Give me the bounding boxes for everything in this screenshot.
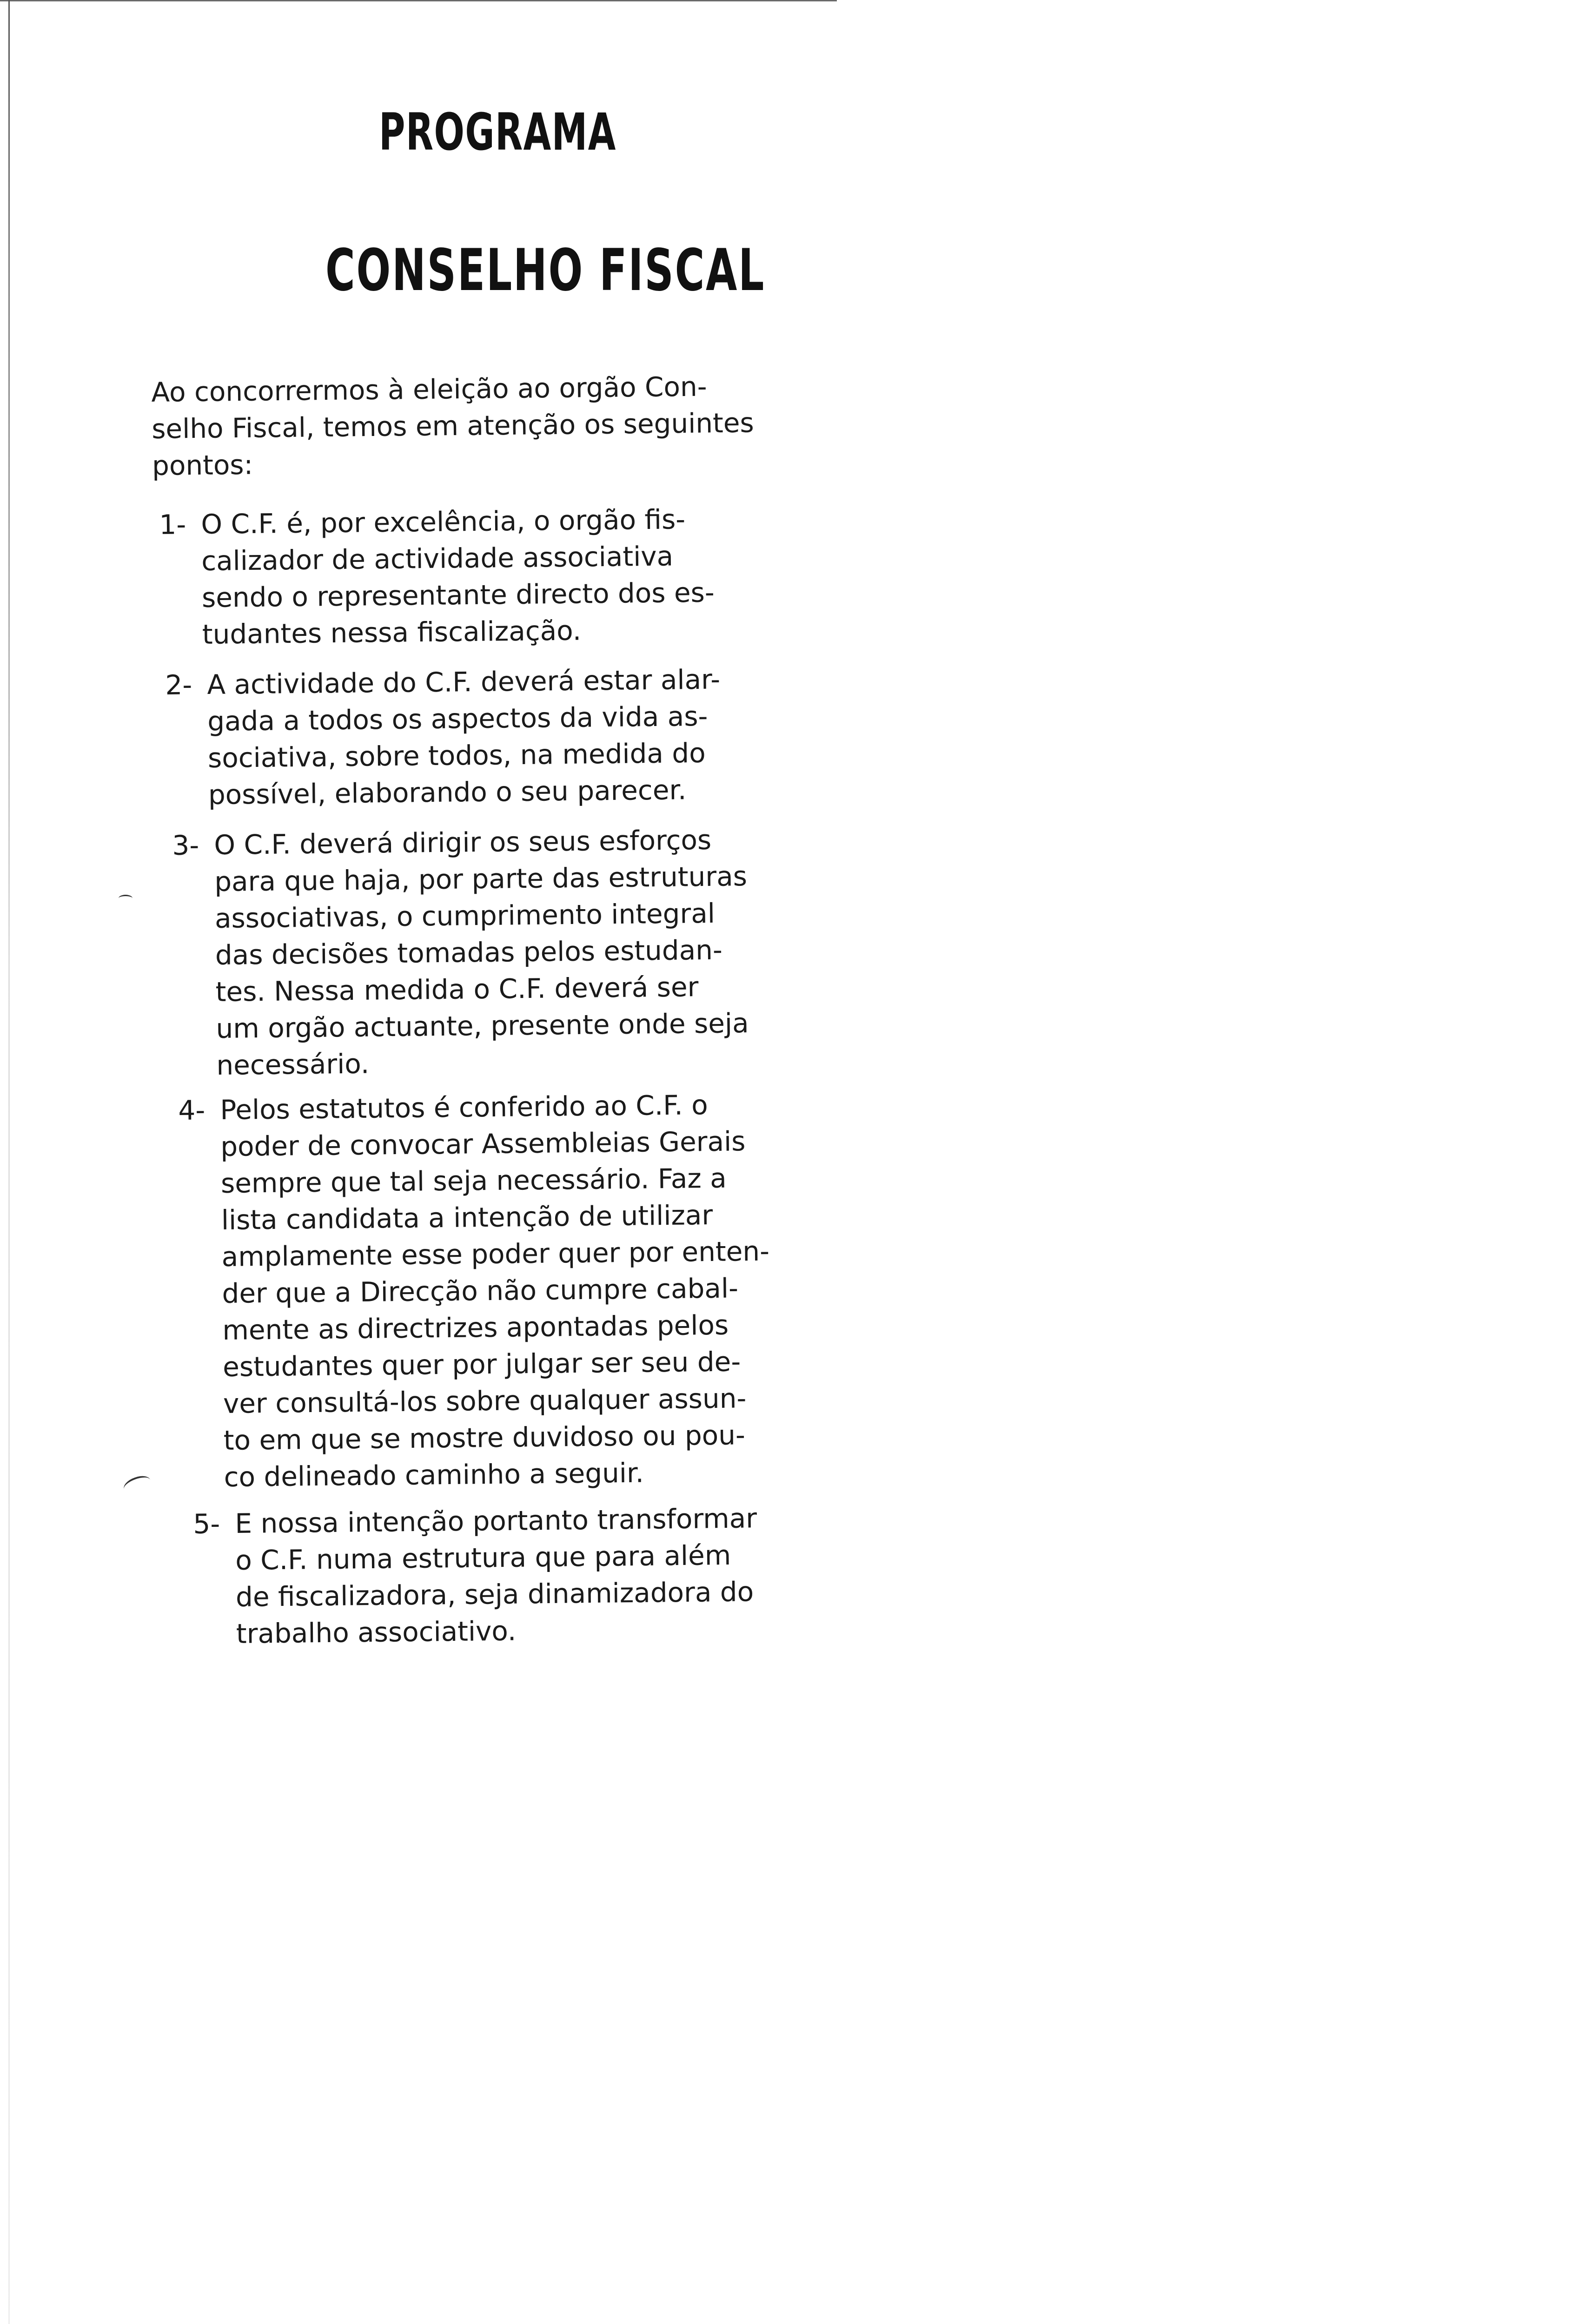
document-subtitle: CONSELHO FISCAL — [325, 237, 766, 304]
intro-paragraph: Ao concorrermos à eleição ao orgão Con- selho Fiscal, temos em atenção os seguintes pontos: — [151, 370, 755, 482]
point-text: E nossa intenção portanto transformar o C.F. numa estrutura que para além de fiscalizadora, seja dinamizadora do trabalho associativo. — [235, 1502, 757, 1650]
scan-edge-top — [0, 0, 837, 8]
point-number: 4- — [178, 1094, 205, 1126]
point-text: O C.F. é, por excelência, o orgão fis- calizador de actividade associativa sendo o representante directo dos es- tudantes nessa fiscalização. — [201, 503, 715, 651]
point-number: 1- — [159, 508, 186, 541]
point-text: Pelos estatutos é conferido ao C.F. o poder de convocar Assembleias Gerais sempre que tal seja necessário. Faz a lista candidata a intenção de utilizar amplamente esse poder quer por enten- der que a Direcção não cumpre cabal- mente as directrizes apontadas pelos estudantes quer por julgar ser seu de- ver consultá-los sobre qualquer assun- to em que se mostre duvidoso ou pou- co delineado caminho a seguir. — [220, 1089, 770, 1493]
document-title: PROGRAMA — [379, 102, 616, 162]
scan-edge-left — [8, 0, 10, 2324]
point-number: 2- — [165, 669, 192, 701]
point-text: O C.F. deverá dirigir os seus esforços para que haja, por parte das estruturas associativas, o cumprimento integral das decisões tomadas pelos estudan- tes. Nessa medida o C.F. deverá ser um orgão actuante, presente onde seja necessário. — [214, 824, 749, 1082]
point-number: 3- — [172, 829, 199, 861]
margin-pencil-mark — [119, 895, 133, 902]
margin-pencil-mark — [121, 1473, 152, 1497]
point-number: 5- — [193, 1508, 220, 1540]
point-text: A actividade do C.F. deverá estar alar- gada a todos os aspectos da vida as- sociativa, sobre todos, na medida do possível, elaborando o seu parecer. — [207, 663, 721, 811]
